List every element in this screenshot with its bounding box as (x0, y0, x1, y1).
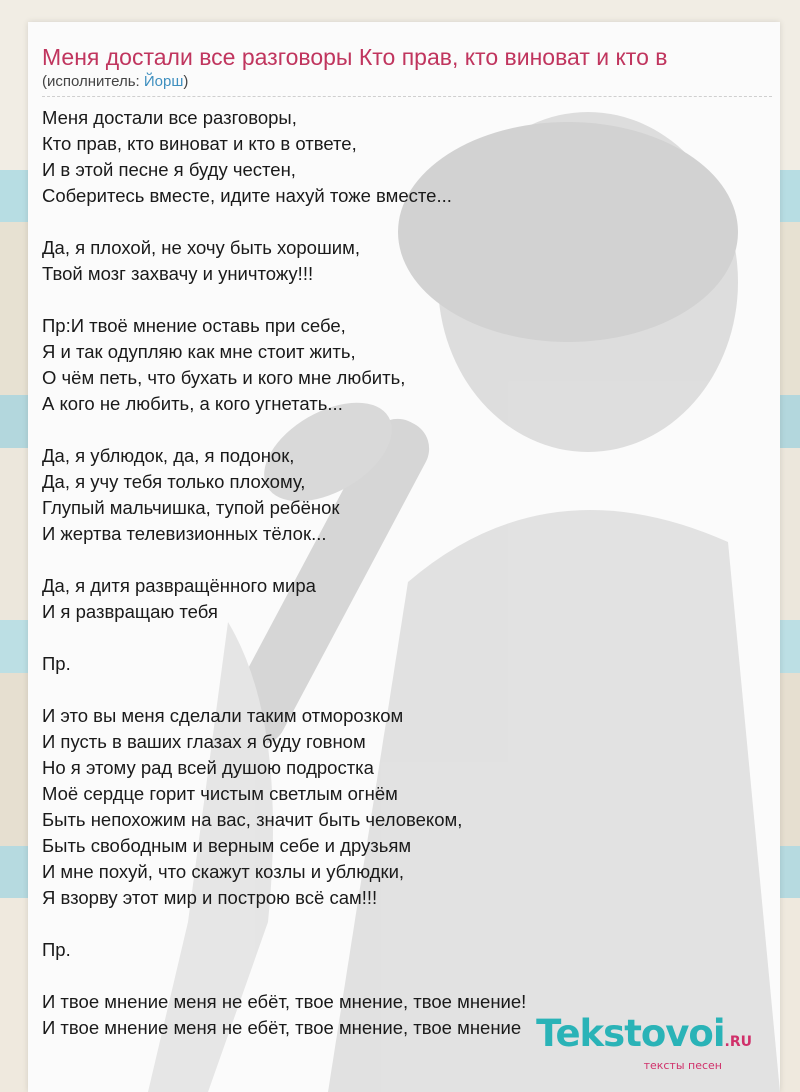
artist-line (42, 72, 772, 92)
lyrics-text (42, 105, 772, 1041)
lyric-line (42, 209, 772, 235)
lyric-line (42, 677, 772, 703)
lyric-line: И мне похуй, что скажут козлы и ублюдки, (42, 861, 405, 882)
logo-tld: .RU (724, 1034, 752, 1050)
lyric-line: Пр:И твоё мнение оставь при себе, (42, 315, 346, 336)
lyric-line: И твое мнение меня не ебёт, твое мнение, твое мнение (42, 1017, 522, 1038)
lyric-line: И я развращаю тебя (42, 601, 218, 622)
logo-name: Tekstovoi (536, 1012, 725, 1055)
lyric-line (42, 547, 772, 573)
lyric-line: Но я этому рад всей душою подростка (42, 757, 374, 778)
lyric-line: Глупый мальчишка, тупой ребёнок (42, 497, 340, 518)
logo-wordmark (536, 1012, 752, 1061)
lyric-line: Я взорву этот мир и построю всё сам!!! (42, 887, 378, 908)
lyric-line (42, 911, 772, 937)
lyric-line: Моё сердце горит чистым светлым огнём (42, 783, 398, 804)
lyric-line: Да, я плохой, не хочу быть хорошим, (42, 237, 360, 258)
artist-suffix: ) (183, 73, 189, 90)
lyric-line: Твой мозг захвачу и уничтожу!!! (42, 263, 314, 284)
site-logo[interactable] (536, 1012, 752, 1072)
lyric-line: Кто прав, кто виноват и кто в ответе, (42, 133, 357, 154)
lyric-line: И твое мнение меня не ебёт, твое мнение, твое мнение! (42, 991, 527, 1012)
lyric-line: Да, я учу тебя только плохому, (42, 471, 306, 492)
lyric-line: Быть непохожим на вас, значит быть человеком, (42, 809, 463, 830)
lyric-line: Соберитесь вместе, идите нахуй тоже вместе... (42, 185, 452, 206)
artist-prefix: (исполнитель: (42, 73, 144, 90)
lyric-line (42, 625, 772, 651)
lyric-line: О чём петь, что бухать и кого мне любить, (42, 367, 406, 388)
lyric-line: И жертва телевизионных тёлок... (42, 523, 327, 544)
song-title: Меня достали все разговоры Кто прав, кто виноват и кто в (42, 44, 668, 70)
lyric-line: Я и так одупляю как мне стоит жить, (42, 341, 356, 362)
lyrics-card (28, 22, 780, 1092)
title-divider (42, 96, 772, 97)
lyric-line (42, 417, 772, 443)
artist-link[interactable]: Йорш (143, 73, 184, 90)
lyric-line: И пусть в ваших глазах я буду говном (42, 731, 366, 752)
lyric-line: Да, я дитя развращённого мира (42, 575, 316, 596)
lyric-line: И в этой песне я буду честен, (42, 159, 296, 180)
lyric-line: А кого не любить, а кого угнетать... (42, 393, 343, 414)
lyric-line (42, 287, 772, 313)
lyric-line (42, 963, 772, 989)
logo-tagline: тексты песен (643, 1059, 722, 1072)
lyric-line: Пр. (42, 653, 71, 674)
lyric-line: Меня достали все разговоры, (42, 107, 297, 128)
lyric-line: Пр. (42, 939, 71, 960)
lyrics-content (42, 22, 772, 1041)
lyric-line: Быть свободным и верным себе и друзьям (42, 835, 412, 856)
lyric-line: Да, я ублюдок, да, я подонок, (42, 445, 295, 466)
lyric-line: И это вы меня сделали таким отморозком (42, 705, 404, 726)
